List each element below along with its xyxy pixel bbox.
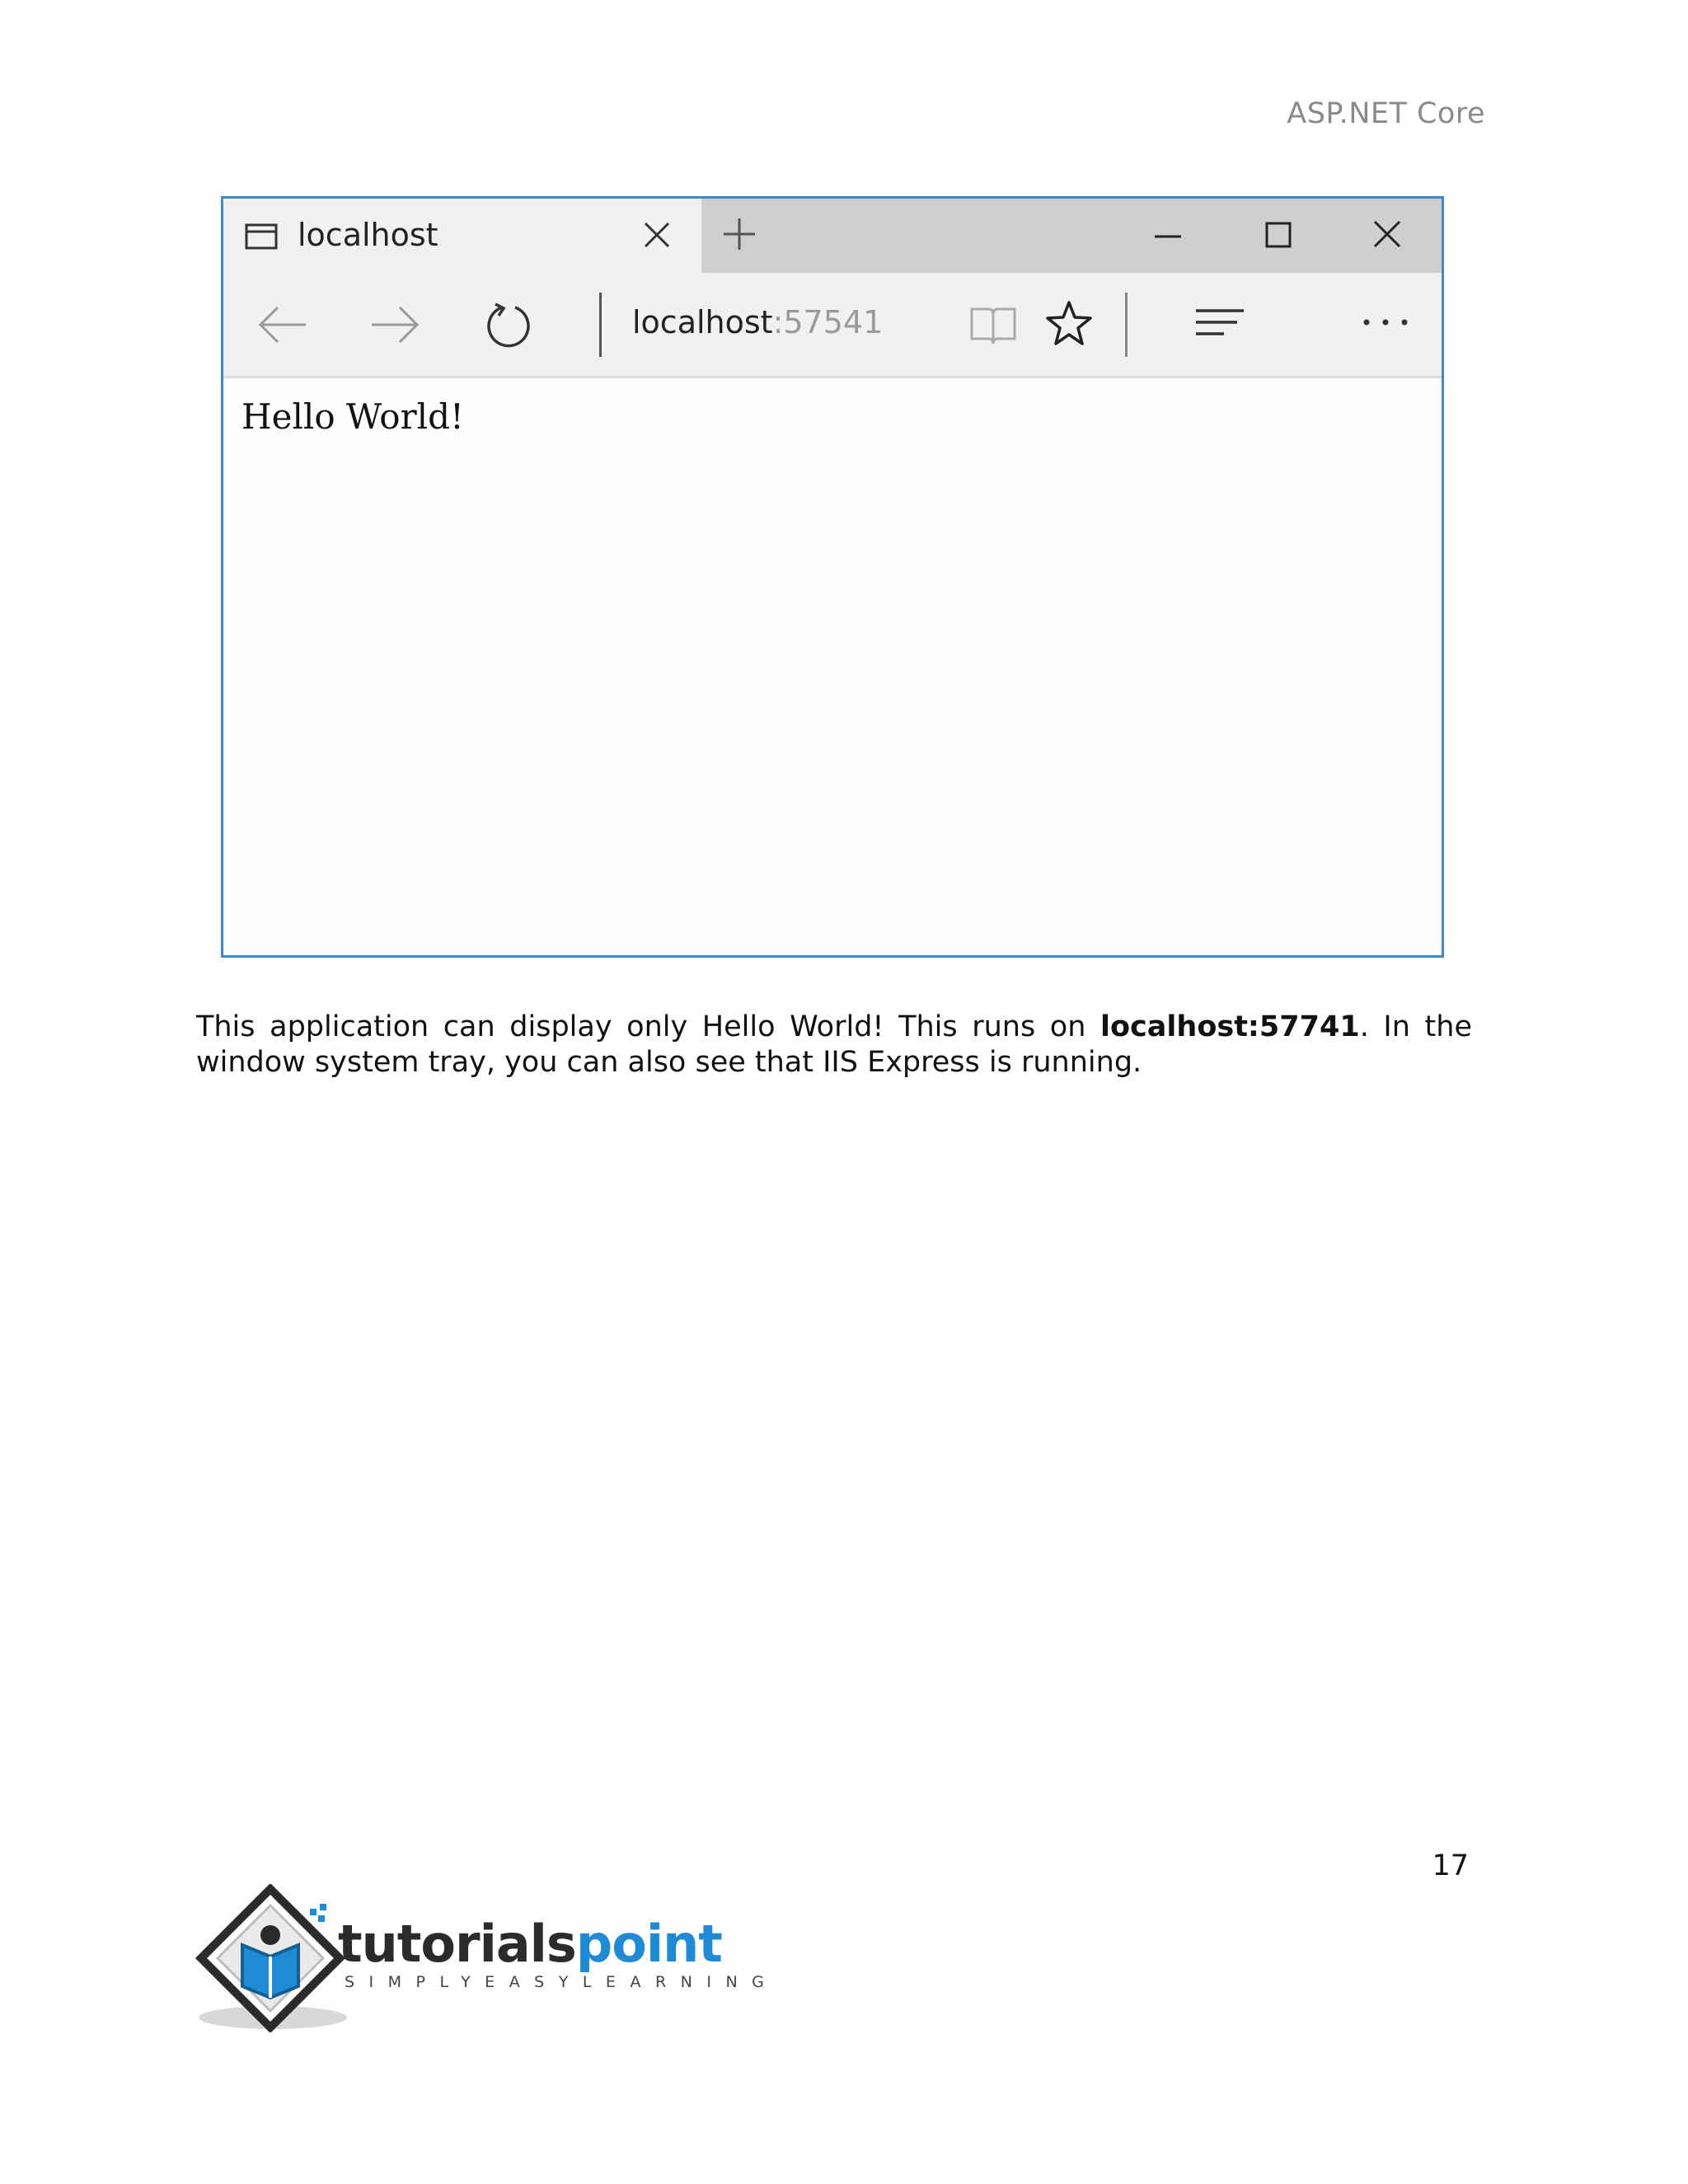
reading-view-icon[interactable] — [968, 304, 1018, 350]
tab-page-icon — [245, 223, 278, 253]
logo-word-dark: tutorials — [338, 1914, 576, 1974]
forward-arrow-icon[interactable] — [368, 304, 421, 349]
hub-icon[interactable] — [1194, 307, 1247, 344]
toolbar-divider — [1125, 293, 1128, 357]
tutorialspoint-logo — [195, 1884, 351, 2036]
minimize-icon[interactable] — [1153, 220, 1183, 253]
back-arrow-icon[interactable] — [256, 304, 309, 349]
toolbar-divider — [599, 293, 602, 357]
page-header-title: ASP.NET Core — [1287, 97, 1485, 130]
close-window-icon[interactable] — [1372, 218, 1403, 253]
tab-bar — [223, 199, 1442, 273]
tab-title: localhost — [298, 217, 438, 253]
paragraph-text: This application can display only Hello World! This runs on — [196, 1010, 1100, 1043]
logo-wordmark — [338, 1914, 722, 1974]
favorite-star-icon[interactable] — [1044, 299, 1094, 352]
maximize-icon[interactable] — [1264, 220, 1293, 253]
more-options-icon[interactable] — [1361, 316, 1410, 331]
address-bar[interactable] — [632, 304, 883, 340]
close-tab-icon[interactable] — [642, 220, 672, 253]
body-paragraph — [196, 1010, 1472, 1080]
browser-toolbar — [223, 273, 1442, 378]
address-host: localhost — [632, 304, 773, 340]
logo-tagline: SIMPLYEASYLEARNING — [345, 1973, 779, 1991]
address-port: :57541 — [772, 304, 884, 340]
paragraph-bold-text: localhost:57741 — [1100, 1010, 1360, 1043]
browser-window-screenshot — [221, 196, 1444, 958]
browser-tab[interactable] — [223, 199, 701, 273]
refresh-icon[interactable] — [484, 301, 533, 354]
new-tab-icon[interactable] — [722, 217, 757, 255]
page-number: 17 — [1432, 1849, 1469, 1882]
web-page-content: Hello World! — [241, 396, 464, 437]
logo-word-blue: point — [575, 1914, 722, 1974]
paragraph-text: . In the window system tray, you can also see that IIS Express is running. — [196, 1010, 1472, 1079]
